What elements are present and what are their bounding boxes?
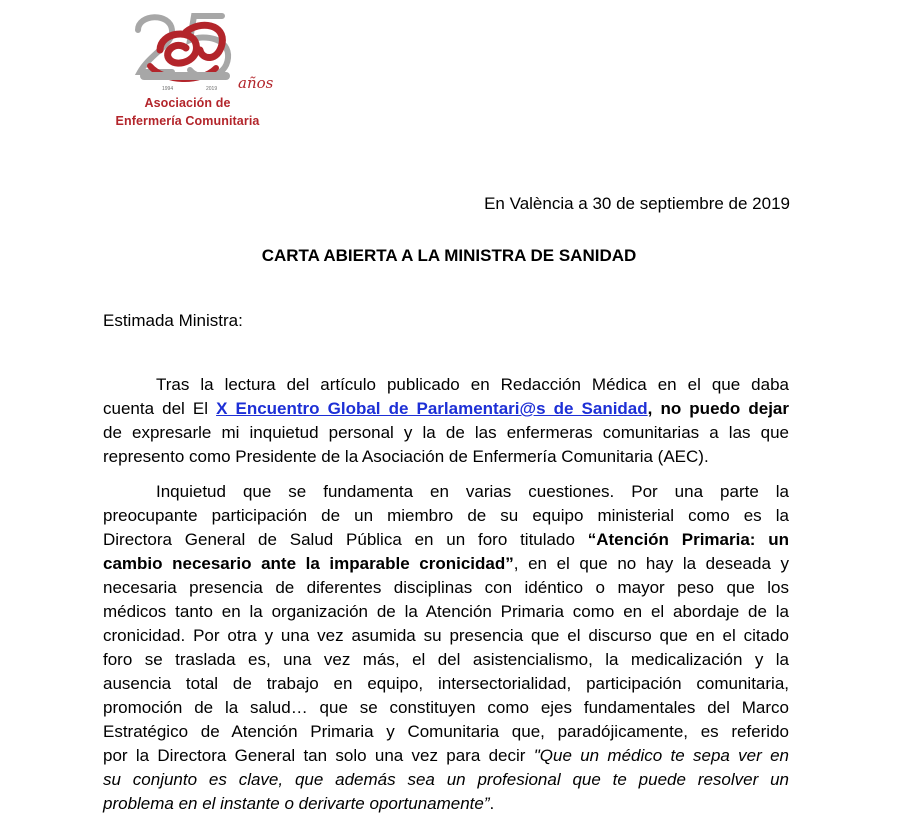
forum-title-bold: “Atención Primaria: un <box>587 530 790 549</box>
logo-line-enfermeria: Enfermería Comunitaria <box>115 114 260 128</box>
text-run: , en el que no hay la deseada y <box>513 554 789 573</box>
paragraph-line <box>103 528 789 552</box>
text-run: . <box>489 794 495 813</box>
paragraph-line <box>103 792 789 816</box>
paragraph-line <box>103 744 789 768</box>
text-run: , no puedo dejar <box>647 399 789 418</box>
paragraph-line: Estratégico de Atención Primaria y Comunitaria que, paradójicamente, es referido <box>103 722 789 741</box>
logo-year-end: 2019 <box>206 86 218 92</box>
paragraph-2 <box>103 480 789 816</box>
paragraph-line <box>103 768 789 792</box>
paragraph-line: ausencia total de trabajo en equipo, intersectorialidad, participación comunitaria, <box>103 674 789 693</box>
quote-italic: su conjunto es clave, que además sea un profesional que te puede resolver un <box>103 770 789 789</box>
aec-logo-icon <box>130 10 242 90</box>
paragraph-line: foro se traslada es, una vez más, el del asistencialismo, la medicalización y la <box>103 650 789 669</box>
paragraph-line: necesaria presencia de diferentes disciplinas con idéntico o mayor peso que los <box>103 578 789 597</box>
text-run: Directora General de Salud Pública en un foro titulado <box>103 530 588 549</box>
association-logo <box>100 10 275 130</box>
paragraph-line: de expresarle mi inquietud personal y la de las enfermeras comunitarias a las que <box>103 423 789 442</box>
logo-line-asociacion: Asociación de <box>144 96 231 110</box>
paragraph-line <box>103 397 789 421</box>
forum-title-bold: cambio necesario ante la imparable cronicidad” <box>103 554 514 573</box>
text-run: cuenta del El <box>103 399 217 418</box>
paragraph-line: Tras la lectura del artículo publicado en Redacción Médica en el que daba <box>156 375 789 394</box>
logo-year-start: 1994 <box>162 86 174 92</box>
paragraph-line: represento como Presidente de la Asociación de Enfermería Comunitaria (AEC). <box>103 447 709 466</box>
paragraph-line: Inquietud que se fundamenta en varias cuestiones. Por una parte la <box>156 482 789 501</box>
text-run: por la Directora General tan solo una vez para decir <box>103 746 534 765</box>
paragraph-line: cronicidad. Por otra y una vez asumida su presencia que el discurso que en el citado <box>103 626 789 645</box>
letter-date: En València a 30 de septiembre de 2019 <box>484 194 790 213</box>
salutation: Estimada Ministra: <box>103 311 243 330</box>
paragraph-line <box>103 552 789 576</box>
paragraph-line: promoción de la salud… que se constituyen como ejes fundamentales del Marco <box>103 698 789 717</box>
paragraph-line: preocupante participación de un miembro de su equipo ministerial como es la <box>103 506 789 525</box>
paragraph-line: médicos tanto en la organización de la Atención Primaria como en el abordaje de la <box>103 602 789 621</box>
event-link[interactable]: X Encuentro Global de Parlamentari@s de Sanidad <box>216 399 648 418</box>
quote-italic: "Que un médico te sepa ver en <box>533 746 789 765</box>
paragraph-1 <box>103 373 789 469</box>
quote-italic: problema en el instante o derivarte oportunamente” <box>103 794 490 813</box>
logo-anos-text: años <box>238 74 274 92</box>
letter-title: CARTA ABIERTA A LA MINISTRA DE SANIDAD <box>261 246 637 265</box>
